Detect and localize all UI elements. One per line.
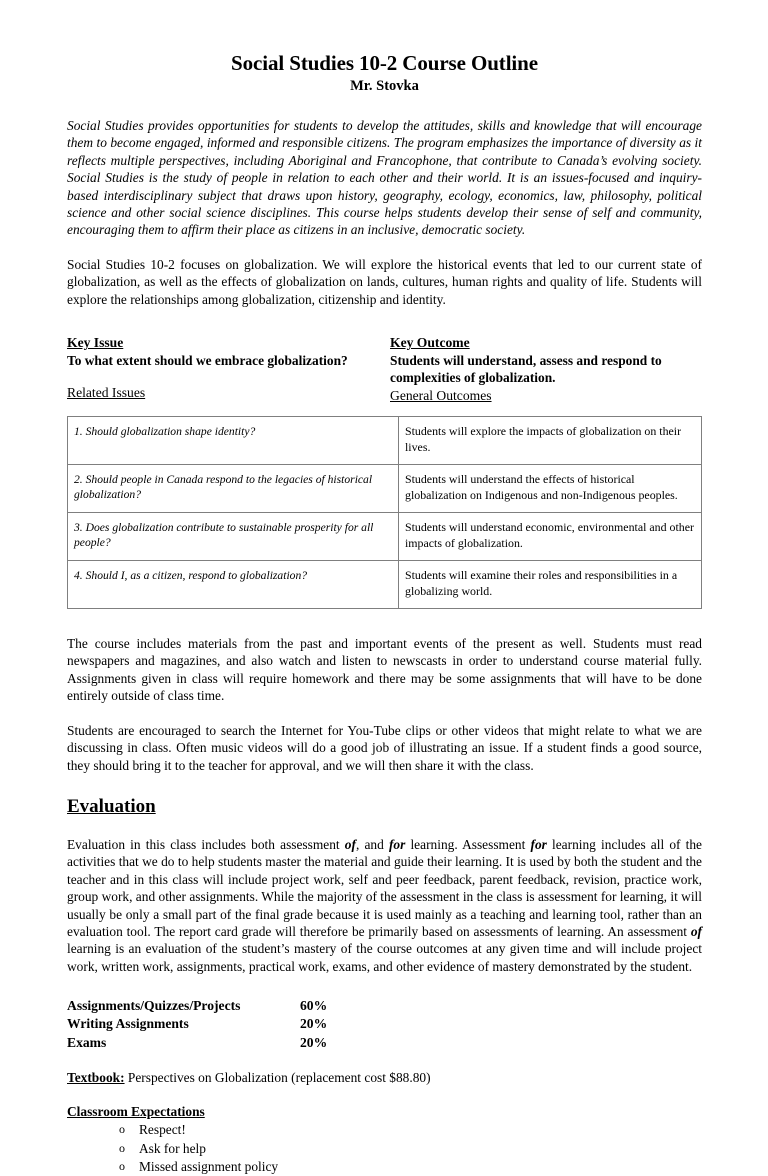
related-issues-heading: Related Issues bbox=[67, 385, 146, 401]
document-content bbox=[67, 52, 702, 1176]
evaluation-text-part-3: learning. Assessment bbox=[405, 836, 531, 852]
key-outcome-line-1: Students will understand, assess and respond to bbox=[390, 352, 662, 368]
overview-paragraph: Social Studies 10-2 focuses on globalization. We will explore the historical events that led to our current state of globalization, as well as the effects of globalization on lands, cultures, human rights and quality of life. Students will explore the relationships among globalization, citizenship and identity. bbox=[67, 256, 702, 307]
weight-row bbox=[67, 1015, 702, 1033]
weight-value: 60% bbox=[300, 998, 328, 1014]
textbook-value: Perspectives on Globalization (replacement cost $88.80) bbox=[124, 1069, 431, 1085]
general-outcomes-heading: General Outcomes bbox=[390, 387, 492, 403]
related-issue-cell: 1. Should globalization shape identity? bbox=[68, 417, 399, 465]
bullet-circle-icon: o bbox=[119, 1158, 125, 1173]
classroom-expectations-heading: Classroom Expectations bbox=[67, 1104, 205, 1120]
evaluation-text-part-2: , and bbox=[355, 836, 389, 852]
intro-paragraph: Social Studies provides opportunities for students to develop the attitudes, skills and knowledge that will encourage them to become engaged, informed and responsible citizens. The program emphasizes the importance of diversity as it reflects multiple perspectives, including Aboriginal and Francophone, that contribute to Canada’s evolving society. Social Studies is the study of people in relation to each other and their world. It is an issues-focused and inquiry-based interdisciplinary subject that draws upon history, geography, ecology, economics, law, philosophy, political science and other social science disciplines. This course helps students develop their sense of self and community, encouraging them to affirm their place as citizens in an inclusive, democratic society. bbox=[67, 117, 702, 238]
bullet-circle-icon: o bbox=[119, 1122, 125, 1137]
textbook-label: Textbook: bbox=[67, 1069, 125, 1085]
evaluation-text-part-5: learning is an evaluation of the student’s mastery of the course outcomes at any given time and will include project work, written work, assignments, practical work, exams, and other evidence of mastery demonstrated by the student. bbox=[67, 941, 702, 974]
evaluation-emphasis-of-2: of bbox=[690, 923, 702, 939]
key-outcome-line-2: complexities of globalization. bbox=[390, 370, 556, 386]
key-issue-heading: Key Issue bbox=[67, 335, 124, 351]
list-item-label: Respect! bbox=[139, 1122, 186, 1138]
classroom-expectations-list bbox=[67, 1121, 702, 1176]
instructor-name: Mr. Stovka bbox=[350, 77, 419, 94]
weight-value: 20% bbox=[300, 1034, 328, 1050]
related-issue-cell: 4. Should I, as a citizen, respond to globalization? bbox=[68, 561, 399, 609]
list-item bbox=[67, 1158, 702, 1176]
weight-row bbox=[67, 1034, 702, 1052]
general-outcome-cell: Students will examine their roles and responsibilities in a globalizing world. bbox=[399, 561, 702, 609]
general-outcome-cell: Students will explore the impacts of globalization on their lives. bbox=[399, 417, 702, 465]
general-outcome-cell: Students will understand economic, environmental and other impacts of globalization. bbox=[399, 513, 702, 561]
evaluation-paragraph bbox=[67, 836, 702, 975]
key-issue-column bbox=[67, 334, 390, 404]
table-row bbox=[68, 513, 702, 561]
related-issue-cell: 3. Does globalization contribute to sustainable prosperity for all people? bbox=[68, 513, 399, 561]
table-row bbox=[68, 417, 702, 465]
evaluation-text-part-4: learning includes all of the activities that we do to help students master the material and guide their learning. It is used by both the student and the teacher and in this class will include project work, self and peer feedback, parent feedback, revision, practice work, group work, and other assignments. While the majority of the assessment in the class is assessment for learning, it will usually be only a small part of the final grade because it is used mainly as a teaching and learning tool, rather than an evaluation tool. The report card grade will therefore be primarily based on assessments of learning. An assessment bbox=[67, 836, 702, 939]
related-issue-cell: 2. Should people in Canada respond to the legacies of historical globalization? bbox=[68, 465, 399, 513]
weight-label: Exams bbox=[67, 1034, 107, 1050]
weight-label: Assignments/Quizzes/Projects bbox=[67, 998, 241, 1014]
evaluation-emphasis-of-1: of bbox=[344, 836, 356, 852]
table-row bbox=[68, 465, 702, 513]
list-item bbox=[67, 1140, 702, 1158]
evaluation-emphasis-for-1: for bbox=[388, 836, 406, 852]
key-section bbox=[67, 334, 702, 404]
bullet-circle-icon: o bbox=[119, 1140, 125, 1155]
list-item-label: Ask for help bbox=[139, 1140, 206, 1156]
evaluation-heading: Evaluation bbox=[67, 796, 156, 818]
outcomes-table bbox=[67, 416, 702, 609]
key-outcome-heading: Key Outcome bbox=[390, 335, 470, 351]
key-issue-text: To what extent should we embrace globalization? bbox=[67, 352, 348, 368]
internet-paragraph: Students are encouraged to search the Internet for You-Tube clips or other videos that might relate to what we are discussing in class. Often music videos will do a good job of illustrating an issue. If a student finds a good source, they should bring it to the teacher for approval, and we will then share it with the class. bbox=[67, 722, 702, 773]
expectations-heading-wrap bbox=[67, 1103, 702, 1121]
evaluation-heading-wrap bbox=[67, 796, 702, 819]
table-row bbox=[68, 561, 702, 609]
textbook-line bbox=[67, 1069, 702, 1086]
key-outcome-column bbox=[390, 334, 702, 404]
evaluation-emphasis-for-2: for bbox=[530, 836, 547, 852]
weight-label: Writing Assignments bbox=[67, 1016, 189, 1032]
weight-row bbox=[67, 997, 702, 1015]
materials-paragraph: The course includes materials from the past and important events of the present as well. Students must read newspapers and magazines, and also watch and listen to newscasts in order to understand course material fully. Assignments given in class will require homework and there may be some assignments that will have to be done entirely outside of class time. bbox=[67, 636, 702, 704]
outcomes-table-body bbox=[68, 417, 702, 609]
general-outcome-cell: Students will understand the effects of historical globalization on Indigenous and non-Indigenous peoples. bbox=[399, 465, 702, 513]
page-title: Social Studies 10-2 Course Outline bbox=[231, 51, 538, 75]
grade-weights bbox=[67, 997, 702, 1052]
list-item-label: Missed assignment policy bbox=[139, 1158, 279, 1174]
evaluation-text-part-1: Evaluation in this class includes both assessment bbox=[67, 836, 345, 852]
list-item bbox=[67, 1121, 702, 1139]
weight-value: 20% bbox=[300, 1016, 328, 1032]
